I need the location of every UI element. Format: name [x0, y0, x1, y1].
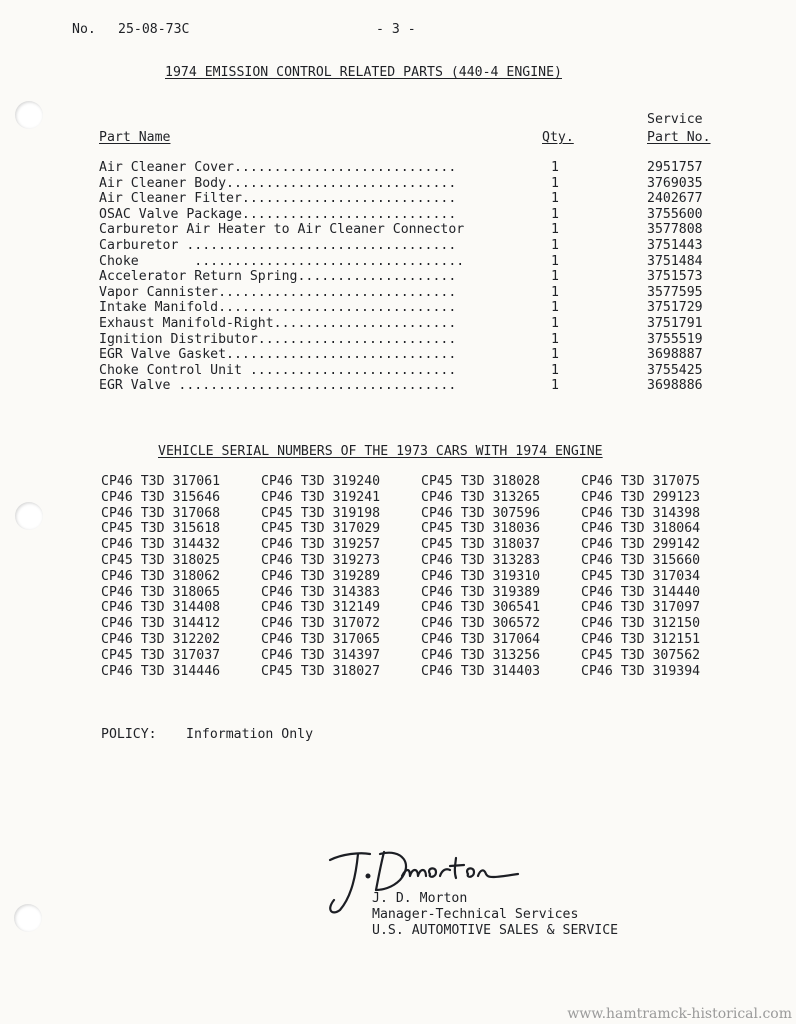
part-number: 3698886 — [647, 378, 703, 394]
signer-organization: U.S. AUTOMOTIVE SALES & SERVICE — [372, 923, 619, 938]
page-title: 1974 EMISSION CONTROL RELATED PARTS (440-4 ENGINE) — [165, 65, 562, 80]
part-number: 3751791 — [647, 315, 703, 331]
part-name: Intake Manifold.............................. — [99, 300, 457, 316]
part-name: Choke .................................. — [99, 253, 465, 269]
serial-number: CP45 T3D 315618 — [101, 521, 221, 537]
serial-number: CP45 T3D 318028 — [421, 474, 541, 489]
serial-number: CP46 T3D 318065 — [101, 584, 221, 600]
part-name: Carburetor Air Heater to Air Cleaner Connector — [99, 222, 465, 238]
col-header-service: Service — [647, 112, 703, 127]
serial-number: CP46 T3D 299142 — [581, 537, 701, 553]
part-qty: 1 — [551, 284, 559, 300]
serial-number: CP46 T3D 307596 — [421, 505, 541, 521]
serial-number: CP46 T3D 317097 — [581, 600, 701, 616]
part-number: 2402677 — [647, 191, 703, 207]
serial-number: CP46 T3D 306541 — [421, 600, 541, 616]
part-qty: 1 — [551, 362, 559, 378]
serial-number: CP46 T3D 319240 — [261, 474, 381, 489]
document-number-label: No. — [72, 22, 96, 37]
serial-number: CP46 T3D 319241 — [261, 489, 381, 505]
part-number: 2951757 — [647, 160, 703, 175]
part-qty: 1 — [551, 300, 559, 316]
part-name: Air Cleaner Cover............................ — [99, 160, 457, 175]
serial-number: CP45 T3D 318036 — [421, 521, 541, 537]
policy-value: Information Only — [186, 727, 314, 742]
signer-name: J. D. Morton — [372, 891, 468, 906]
part-number: 3577808 — [647, 222, 703, 238]
part-name: Air Cleaner Filter........................... — [99, 191, 457, 207]
serial-number: CP46 T3D 314432 — [101, 537, 221, 553]
serial-number: CP46 T3D 312151 — [581, 631, 701, 647]
part-qty: 1 — [551, 378, 559, 394]
serial-number: CP45 T3D 318037 — [421, 537, 541, 553]
part-number: 3751484 — [647, 253, 703, 269]
serial-number: CP46 T3D 319310 — [421, 568, 541, 584]
part-qty: 1 — [551, 206, 559, 222]
col-header-part-name: Part Name — [99, 130, 171, 145]
serial-number: CP45 T3D 317037 — [101, 647, 221, 663]
part-number: 3769035 — [647, 175, 703, 191]
part-qty: 1 — [551, 253, 559, 269]
serial-number: CP46 T3D 314446 — [101, 663, 221, 679]
serial-number: CP46 T3D 317064 — [421, 631, 541, 647]
serial-number: CP46 T3D 314412 — [101, 616, 221, 632]
serial-number: CP46 T3D 318064 — [581, 521, 701, 537]
serial-number: CP46 T3D 306572 — [421, 616, 541, 632]
document-number: 25-08-73C — [118, 22, 190, 37]
part-name: EGR Valve Gasket............................. — [99, 347, 457, 363]
part-qty: 1 — [551, 237, 559, 253]
serial-number: CP45 T3D 317034 — [581, 568, 701, 584]
serial-number: CP46 T3D 319289 — [261, 568, 381, 584]
binder-hole-bottom — [14, 904, 42, 932]
website-watermark: www.hamtramck-historical.com — [567, 1006, 792, 1022]
serial-number: CP46 T3D 313256 — [421, 647, 541, 663]
signer-title: Manager-Technical Services — [372, 907, 579, 922]
serial-number: CP46 T3D 314398 — [581, 505, 701, 521]
serial-number: CP46 T3D 312150 — [581, 616, 701, 632]
serial-number: CP46 T3D 314440 — [581, 584, 701, 600]
serial-number: CP46 T3D 318062 — [101, 568, 221, 584]
part-name: Air Cleaner Body............................. — [99, 175, 457, 191]
part-qty: 1 — [551, 191, 559, 207]
col-header-qty: Qty. — [542, 130, 574, 145]
part-number: 3751573 — [647, 269, 703, 285]
serial-number: CP46 T3D 319257 — [261, 537, 381, 553]
part-name: Choke Control Unit .......................... — [99, 362, 457, 378]
page-number: - 3 - — [376, 22, 416, 37]
part-number: 3577595 — [647, 284, 703, 300]
serial-number: CP46 T3D 319389 — [421, 584, 541, 600]
binder-hole-middle — [15, 502, 43, 530]
part-name: Exhaust Manifold-Right....................... — [99, 315, 457, 331]
serial-number: CP46 T3D 315660 — [581, 552, 701, 568]
serial-number: CP46 T3D 317075 — [581, 474, 701, 489]
part-qty: 1 — [551, 160, 559, 175]
serial-number: CP46 T3D 315646 — [101, 489, 221, 505]
part-qty: 1 — [551, 331, 559, 347]
serial-number: CP46 T3D 314397 — [261, 647, 381, 663]
part-name: OSAC Valve Package........................... — [99, 206, 457, 222]
part-qty: 1 — [551, 175, 559, 191]
part-number: 3751443 — [647, 237, 703, 253]
part-qty: 1 — [551, 222, 559, 238]
part-name: EGR Valve ................................... — [99, 378, 457, 394]
binder-hole-top — [15, 101, 43, 129]
col-header-part-no: Part No. — [647, 130, 711, 145]
serial-number: CP46 T3D 317061 — [101, 474, 221, 489]
serial-number: CP46 T3D 313283 — [421, 552, 541, 568]
part-qty: 1 — [551, 347, 559, 363]
part-name: Ignition Distributor......................... — [99, 331, 457, 347]
part-name: Accelerator Return Spring.................... — [99, 269, 457, 285]
part-number: 3755519 — [647, 331, 703, 347]
serial-number: CP45 T3D 318027 — [261, 663, 381, 679]
serial-number: CP46 T3D 312149 — [261, 600, 381, 616]
part-number: 3755600 — [647, 206, 703, 222]
serial-number: CP46 T3D 317068 — [101, 505, 221, 521]
serial-number: CP46 T3D 314403 — [421, 663, 541, 679]
serial-number: CP46 T3D 314383 — [261, 584, 381, 600]
part-qty: 1 — [551, 315, 559, 331]
serial-number: CP46 T3D 312202 — [101, 631, 221, 647]
policy-label: POLICY: — [101, 727, 157, 742]
serials-title: VEHICLE SERIAL NUMBERS OF THE 1973 CARS WITH 1974 ENGINE — [158, 444, 603, 459]
serial-number: CP45 T3D 319198 — [261, 505, 381, 521]
part-qty: 1 — [551, 269, 559, 285]
part-number: 3751729 — [647, 300, 703, 316]
serial-number: CP46 T3D 317072 — [261, 616, 381, 632]
serial-number: CP45 T3D 318025 — [101, 552, 221, 568]
serial-number: CP46 T3D 313265 — [421, 489, 541, 505]
part-name: Carburetor .................................. — [99, 237, 457, 253]
serial-number: CP46 T3D 319394 — [581, 663, 701, 679]
part-name: Vapor Cannister.............................. — [99, 284, 457, 300]
part-number: 3698887 — [647, 347, 703, 363]
serial-number: CP45 T3D 307562 — [581, 647, 701, 663]
serial-number: CP46 T3D 317065 — [261, 631, 381, 647]
serial-number: CP46 T3D 314408 — [101, 600, 221, 616]
part-number: 3755425 — [647, 362, 703, 378]
serial-number: CP46 T3D 299123 — [581, 489, 701, 505]
serial-number: CP46 T3D 319273 — [261, 552, 381, 568]
serial-number: CP45 T3D 317029 — [261, 521, 381, 537]
